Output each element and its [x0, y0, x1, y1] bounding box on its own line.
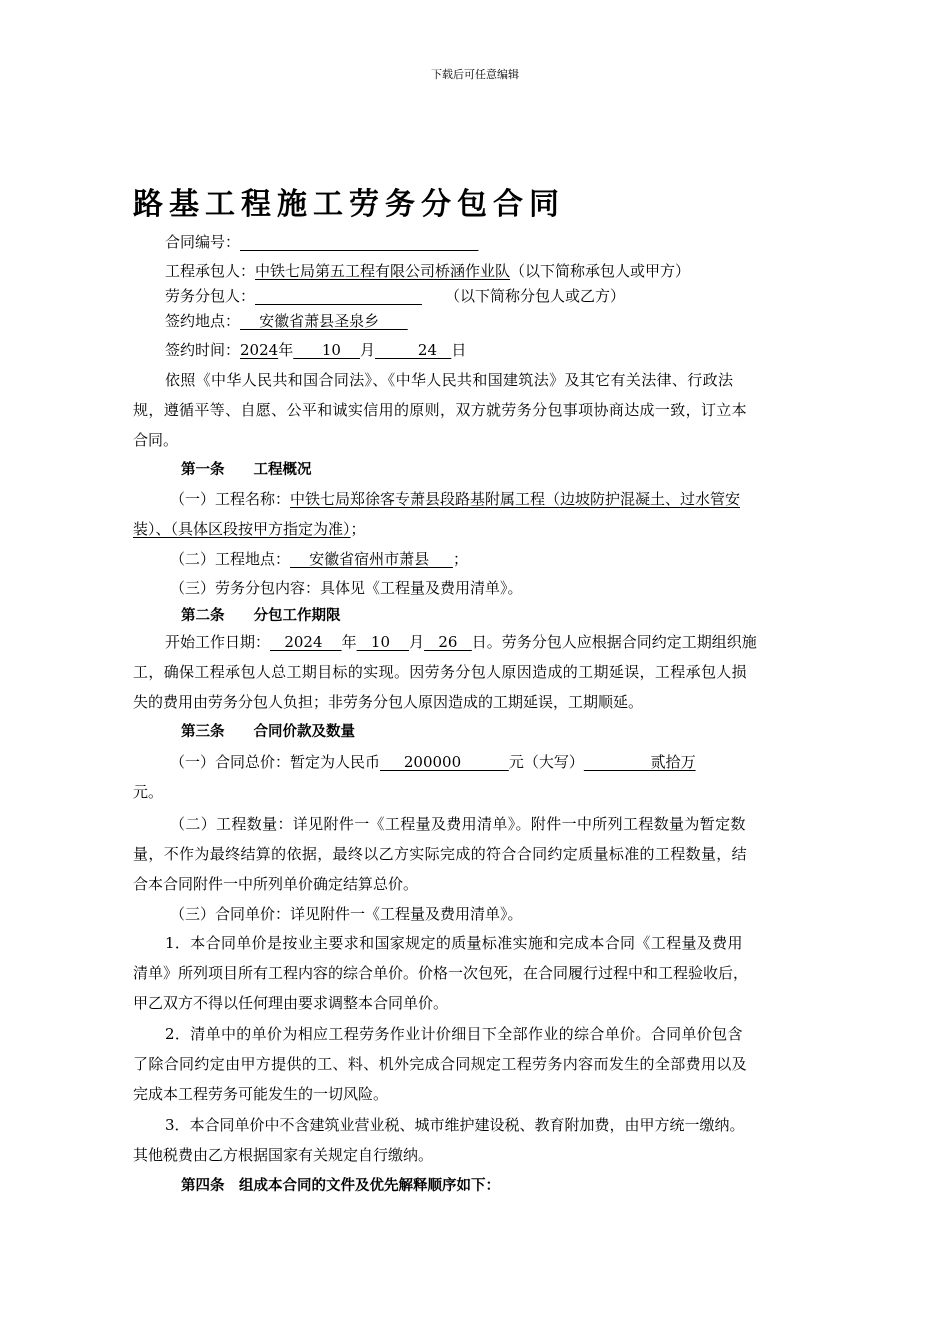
contractor-row	[165, 261, 690, 281]
contract-amount: 200000	[380, 753, 509, 771]
article-1-title: 第一条 工程概况	[181, 462, 312, 478]
intro-line-2: 规，遵循平等、自愿、公平和诚实信用的原则，双方就劳务分包事项协商达成一致，订立本	[133, 401, 748, 419]
clause-2-line-3: 完成本工程劳务可能发生的一切风险。	[133, 1085, 389, 1103]
article-3-item-3: （三）合同单价：详见附件一《工程量及费用清单》。	[170, 905, 523, 923]
clause-1-line-1: 1．本合同单价是按业主要求和国家规定的质量标准实施和完成本合同《工程量及费用	[165, 934, 743, 952]
clause-2-line-1: 2．清单中的单价为相应工程劳务作业计价细目下全部作业的综合单价。合同单价包含	[165, 1025, 743, 1043]
project-location: 安徽省宿州市萧县	[290, 550, 453, 568]
article-3-item-1-end: 元。	[133, 783, 164, 801]
article-1-item-2-end: ；	[452, 550, 468, 568]
article-2-line-1	[165, 632, 757, 652]
contractor-label: 工程承包人：	[165, 262, 256, 280]
start-day: 26	[424, 633, 472, 651]
contractor-suffix: （以下简称承包人或甲方）	[510, 262, 691, 280]
article-3-title: 第三条 合同价款及数量	[181, 724, 355, 740]
contract-number-row	[165, 232, 526, 252]
document-title: 路基工程施工劳务分包合同	[133, 187, 565, 222]
start-month: 10	[356, 633, 410, 651]
subcontractor-row	[165, 286, 625, 306]
sign-year: 2024	[240, 341, 279, 359]
sign-time-label: 签约时间：	[165, 341, 241, 359]
project-name-part-2: 装）、（具体区段按甲方指定为准）	[133, 520, 351, 538]
start-year-unit: 年	[341, 633, 357, 651]
article-3-item-1-mid: 元（大写）	[508, 753, 584, 771]
article-1-item-2-row	[170, 549, 468, 569]
sign-day-unit: 日	[451, 341, 467, 359]
contract-number-label: 合同编号：	[165, 233, 241, 251]
sign-place-row	[165, 311, 408, 331]
sign-month: 10	[293, 341, 360, 359]
article-1-item-2-label: （二）工程地点：	[170, 550, 291, 568]
contractor-name: 中铁七局第五工程有限公司桥涵作业队	[255, 262, 511, 280]
subcontractor-label: 劳务分包人：	[165, 287, 256, 305]
article-3-item-1-label: （一）合同总价：暂定为人民币	[170, 753, 381, 771]
start-month-unit: 月	[409, 633, 425, 651]
clause-3-line-1: 3．本合同单价中不含建筑业营业税、城市维护建设税、教育附加费，由甲方统一缴纳。	[165, 1116, 745, 1134]
clause-1-line-3: 甲乙双方不得以任何理由要求调整本合同单价。	[133, 994, 449, 1012]
sign-month-unit: 月	[360, 341, 376, 359]
contract-amount-words: 贰拾万	[583, 753, 696, 771]
clause-2-line-2: 了除合同约定由甲方提供的工、料、机外完成合同规定工程劳务内容而发生的全部费用以及	[133, 1055, 748, 1073]
article-3-item-2-line-3: 合本合同附件一中所列单价确定结算总价。	[133, 875, 419, 893]
article-3-item-2-line-2: 量，不作为最终结算的依据，最终以乙方实际完成的符合合同约定质量标准的工程数量，结	[133, 845, 748, 863]
header-note: 下载后可任意编辑	[431, 68, 519, 81]
article-2-line-1-rest: 日。劳务分包人应根据合同约定工期组织施	[471, 633, 757, 651]
article-2-title: 第二条 分包工作期限	[181, 608, 341, 624]
article-1-item-1-row	[170, 489, 740, 509]
clause-1-line-2: 清单》所列项目所有工程内容的综合单价。价格一次包死，在合同履行过程中和工程验收后，	[133, 964, 749, 982]
article-1-item-3: （三）劳务分包内容：具体见《工程量及费用清单》。	[170, 579, 523, 597]
sign-time-row	[165, 340, 466, 360]
sign-place-value: 安徽省萧县圣泉乡	[240, 312, 408, 330]
article-1-item-1-cont	[133, 519, 366, 539]
start-date-label: 开始工作日期：	[165, 633, 271, 651]
article-4-title: 第四条 组成本合同的文件及优先解释顺序如下：	[181, 1178, 500, 1194]
article-3-item-2-line-1: （二）工程数量：详见附件一《工程量及费用清单》。附件一中所列工程数量为暂定数	[170, 815, 746, 833]
sign-place-label: 签约地点：	[165, 312, 241, 330]
sign-day: 24	[375, 341, 452, 359]
contract-number-blank	[240, 232, 526, 252]
article-1-item-1-label: （一）工程名称：	[170, 490, 291, 508]
article-2-line-3: 失的费用由劳务分包人负担；非劳务分包人原因造成的工期延误，工期顺延。	[133, 693, 644, 711]
article-3-item-1-row	[170, 752, 696, 772]
article-1-item-1-end: ；	[350, 520, 366, 538]
start-year: 2024	[270, 633, 342, 651]
project-name-part-1: 中铁七局郑徐客专萧县段路基附属工程（边坡防护混凝土、过水管安	[290, 490, 741, 508]
subcontractor-blank	[255, 286, 445, 306]
clause-3-line-2: 其他税费由乙方根据国家有关规定自行缴纳。	[133, 1146, 434, 1164]
intro-line-3: 合同。	[133, 431, 179, 449]
sign-year-unit: 年	[278, 341, 294, 359]
subcontractor-suffix: （以下简称分包人或乙方）	[445, 287, 626, 305]
intro-line-1: 依照《中华人民共和国合同法》、《中华人民共和国建筑法》及其它有关法律、行政法	[165, 371, 734, 389]
article-2-line-2: 工，确保工程承包人总工期目标的实现。因劳务分包人原因造成的工期延误，工程承包人损	[133, 663, 748, 681]
